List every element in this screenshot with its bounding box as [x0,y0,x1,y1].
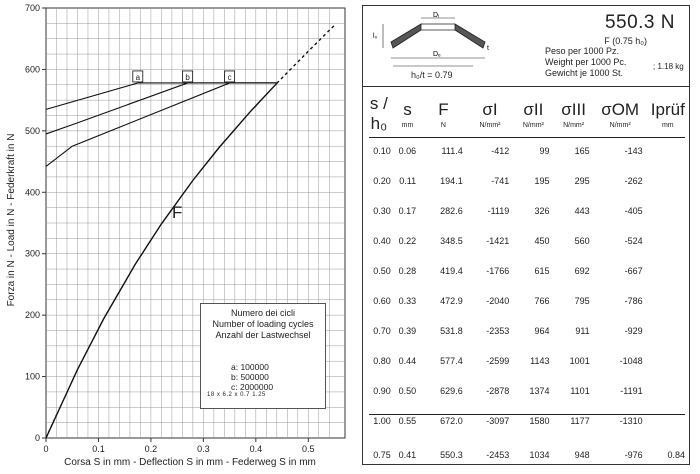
table-cell [647,256,689,286]
table-cell [647,376,689,406]
table-cell: -524 [624,236,643,246]
legend-title-en: Number of loading cycles [212,319,314,329]
dim-t-label: t [487,45,489,52]
legend-title-de: Anzahl der Lastwechsel [215,330,311,340]
y-tick-label: 100 [24,371,40,382]
table-cell: 0.20 [373,176,391,186]
cycle-label-b: b [185,72,190,82]
table-cell [647,406,689,436]
dim-lo-label: l₀ [373,33,378,40]
legend-entry-b: b: 500000 [231,372,269,382]
table-cell: -667 [624,266,643,276]
table-cell: 194.1 [440,176,463,186]
table-cell: 1.00 [373,416,391,426]
header-sigma-om: σOM N/mm² [601,99,640,129]
legend-dimensions: 18 x 6.2 x 0.7 1.25 [207,392,266,398]
table-cell: 672.0 [440,416,463,426]
table-cell: 0.30 [373,206,391,216]
table-cell: 531.8 [440,326,463,336]
x-tick-label: 0.4 [249,444,263,454]
table-cell: 0.60 [373,296,391,306]
dim-de-label: Dₑ [433,51,441,58]
table-row [363,166,689,196]
x-tick-label: 0.3 [197,444,210,454]
table-cell: -405 [624,206,643,216]
table-cell: 0.44 [398,356,417,366]
table-cell: 0.80 [373,356,391,366]
table-cell [647,166,689,196]
table-cell: 450 [534,236,550,246]
table-cell: -741 [491,176,510,186]
table-cell: 0.55 [398,416,417,426]
spring-spec [363,6,689,87]
table-cell: 348.5 [440,236,463,246]
table-final-cell: 1034 [529,450,550,460]
table-cell: 0.33 [398,296,417,306]
y-tick-label: 500 [24,125,40,136]
y-tick-label: 600 [24,64,40,75]
table-cell: -3097 [486,416,510,426]
table-final-cell: 948 [574,450,590,460]
table-cell [647,346,689,376]
table-cell: 0.39 [398,326,417,336]
weight-label-de: Gewicht je 1000 St. [545,68,624,78]
weight-labels [545,46,626,79]
y-tick-label: 200 [24,310,40,321]
table-row [363,346,689,376]
load-sub-label: F (0.75 h₀) [604,36,647,46]
table-cell: 0.22 [398,236,417,246]
cycle-label-a: a [135,72,141,82]
table-cell: 326 [534,206,550,216]
table-cell: 1374 [529,386,550,396]
table-cell: 629.6 [440,386,463,396]
table-cell: -2040 [486,296,510,306]
table-cell: -412 [491,146,510,156]
table-cell: 0.06 [398,146,417,156]
table-cell: 1101 [570,386,590,396]
header-sigma-ii: σII N/mm² [522,99,544,129]
x-tick-label: 0.5 [302,444,315,454]
table-cell: 911 [575,326,590,336]
table-cell: 282.6 [440,206,463,216]
load-label: 550.3 N [604,12,675,33]
table-cell: -929 [624,326,643,336]
table-cell: 766 [534,296,550,306]
table-final-cell: 0.75 [373,450,391,460]
table-cell: 560 [574,236,590,246]
x-tick-label: 0.2 [144,444,158,454]
table-cell: -1310 [619,416,643,426]
footer-rule [369,414,685,415]
table-cell: -2878 [486,386,510,396]
table-cell: 0.28 [398,266,417,276]
legend-title-it: Numero dei cicli [230,308,296,318]
table-cell: 0.90 [373,386,391,396]
table-row [363,376,689,406]
table-cell: 0.40 [373,236,391,246]
y-tick-label: 400 [24,187,40,198]
table-body [363,136,689,474]
table-cell: 1177 [570,416,590,426]
weight-label-en: Weight per 1000 Pc. [545,57,627,67]
table-cell: -143 [624,146,643,156]
table-cell: -1048 [619,356,643,366]
table-row [363,136,689,166]
table-cell: 964 [534,326,550,336]
weight-value: ; 1.18 kg [653,62,684,71]
table-cell: 99 [539,146,550,156]
table-cell: 577.4 [440,356,463,366]
header-sigma-i: σI N/mm² [479,99,501,129]
table-row [363,226,689,256]
x-tick-label: 0.1 [92,444,105,454]
y-tick-label: 300 [24,248,40,259]
y-axis-title: Forza in N - Load in N - Federkraft in N [6,133,17,307]
dim-di-label: Dᵢ [433,12,440,19]
table-cell: -2599 [486,356,510,366]
y-tick-label: 700 [24,3,40,13]
spring-data-table [363,92,689,474]
table-row [363,256,689,286]
table-cell [647,136,689,166]
table-final-cell: -2453 [486,450,510,460]
table-row [363,406,689,436]
table-cell: 1580 [529,416,550,426]
table-header-row [363,92,689,136]
ratio-label: h₀/t = 0.79 [411,70,453,80]
header-ipruf: Iprüf mm [650,99,685,129]
table-cell: -262 [624,176,643,186]
table-cell: 692 [574,266,590,276]
x-axis-title: Corsa S in mm - Deflection S in mm - Federweg S in mm [64,457,316,468]
weight-label-it: Peso per 1000 Pz. [545,46,620,56]
header-f: F N [438,99,449,129]
table-cell [647,316,689,346]
disc-spring-diagram-icon [369,10,494,76]
table-cell: -1191 [620,386,643,396]
curve-f-label: F [172,203,183,222]
header-sigma-iii: σIII N/mm² [561,99,586,129]
table-final-cell: -976 [624,450,643,460]
table-cell: 295 [574,176,590,186]
table-cell: 0.10 [373,146,391,156]
table-cell [647,286,689,316]
table-cell: -786 [624,296,643,306]
table-cell: 0.70 [373,326,391,336]
table-cell: 443 [574,206,590,216]
table-cell: 165 [574,146,590,156]
table-cell: 615 [534,266,550,276]
cycle-label-c: c [227,72,232,82]
table-cell: 1143 [530,356,550,366]
table-row [363,316,689,346]
legend-entry-a: a: 100000 [231,362,269,372]
table-cell: 195 [534,176,550,186]
table-final-cell: 550.3 [440,450,463,460]
table-cell [647,196,689,226]
table-row [363,286,689,316]
table-cell: 1001 [569,356,590,366]
x-tick-label: 0 [43,444,49,454]
table-final-row [363,436,689,474]
table-cell: 0.50 [373,266,391,276]
table-cell: 0.50 [398,386,417,396]
header-s: s mm [401,99,414,129]
table-cell: -1119 [487,206,510,216]
table-final-cell: 0.84 [667,450,685,460]
table-cell: -2353 [486,326,510,336]
table-cell: -1766 [486,266,510,276]
legend-entry-c: c: 2000000 [231,382,274,392]
table-final-cell: 0.41 [398,450,417,460]
table-cell: 472.9 [440,296,463,306]
table-cell: -1421 [486,236,510,246]
table-cell: 0.11 [399,176,417,186]
y-tick-label: 0 [34,433,40,443]
table-row [363,196,689,226]
legend [200,303,326,409]
table-cell: 0.17 [398,206,417,216]
header-rule [369,137,685,138]
table-cell [647,226,689,256]
spring-data-panel [362,5,690,465]
table-cell: 795 [574,296,590,306]
table-cell: 111.4 [441,146,463,156]
table-cell: 419.4 [440,266,463,276]
header-s-over-h0: s / h₀ [369,94,388,133]
